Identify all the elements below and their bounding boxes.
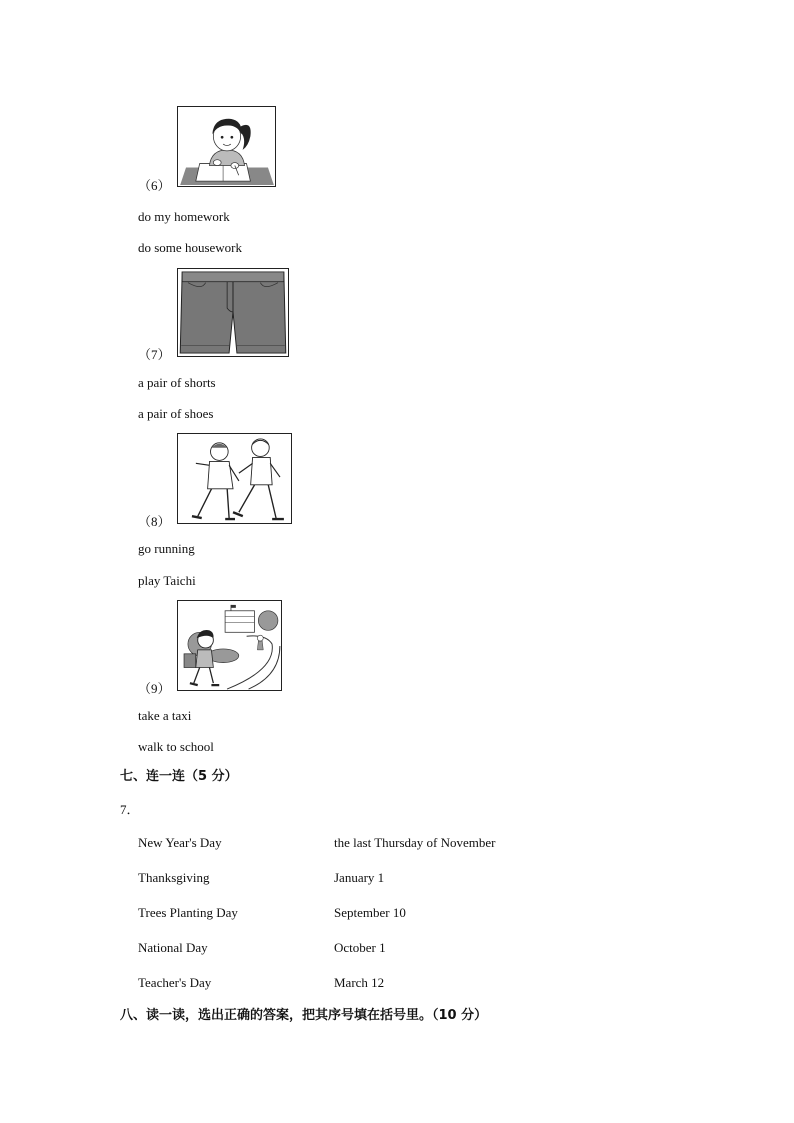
match-left-item[interactable]: New Year's Day: [138, 835, 222, 850]
taichi-picture: [177, 433, 292, 524]
q9-option-1[interactable]: take a taxi: [138, 708, 192, 723]
section-7-heading: 七、连一连（5 分）: [120, 769, 238, 784]
girl-homework-picture: [177, 106, 276, 187]
q7-option-2[interactable]: a pair of shoes: [138, 406, 214, 421]
q8-option-2[interactable]: play Taichi: [138, 573, 196, 588]
question-9-number: （9）: [138, 681, 171, 696]
question-6-number: （6）: [138, 178, 171, 193]
q8-option-1[interactable]: go running: [138, 541, 195, 556]
match-left-item[interactable]: National Day: [138, 940, 208, 955]
section-7-item-number: 7．: [120, 802, 140, 817]
match-right-item[interactable]: September 10: [334, 905, 406, 920]
q6-option-1[interactable]: do my homework: [138, 209, 230, 224]
match-left-item[interactable]: Teacher's Day: [138, 975, 212, 990]
match-right-item[interactable]: March 12: [334, 975, 385, 990]
question-8-number: （8）: [138, 514, 171, 529]
match-left-item[interactable]: Thanksgiving: [138, 870, 210, 885]
walk-to-school-picture: [177, 600, 282, 691]
match-left-item[interactable]: Trees Planting Day: [138, 905, 238, 920]
q9-option-2[interactable]: walk to school: [138, 739, 214, 754]
match-right-item[interactable]: October 1: [334, 940, 386, 955]
match-right-item[interactable]: January 1: [334, 870, 385, 885]
match-right-item[interactable]: the last Thursday of November: [334, 835, 496, 850]
question-7-number: （7）: [138, 347, 171, 362]
section-8-heading: 八、读一读，选出正确的答案，把其序号填在括号里。（10 分）: [120, 1008, 488, 1023]
q7-option-1[interactable]: a pair of shorts: [138, 375, 216, 390]
shorts-picture: [177, 268, 289, 357]
q6-option-2[interactable]: do some housework: [138, 240, 242, 255]
